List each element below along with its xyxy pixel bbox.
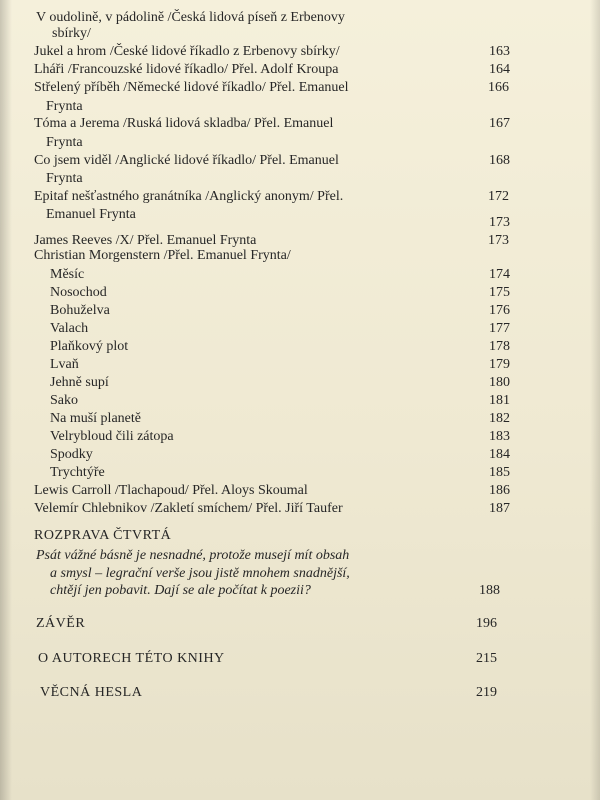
entry-title: James Reeves /X/ Přel. Emanuel Frynta — [34, 233, 257, 248]
description-line: a smysl – legrační verše jsou jistě mnohem snadnější, — [50, 566, 350, 581]
toc-entry — [0, 98, 600, 116]
toc-entry — [0, 152, 600, 170]
section-title: ROZPRAVA ČTVRTÁ — [34, 528, 172, 543]
entry-page-number: 164 — [489, 62, 510, 77]
toc-entry — [0, 25, 600, 43]
entry-page-number: 166 — [488, 80, 509, 95]
entry-title: Christian Morgenstern /Přel. Emanuel Frynta/ — [34, 248, 291, 263]
toc-entry — [0, 79, 600, 97]
toc-entry — [0, 284, 600, 302]
entry-title: Velemír Chlebnikov /Zakletí smíchem/ Přel. Jiří Taufer — [34, 501, 343, 516]
entry-title: Co jsem viděl /Anglické lidové říkadlo/ Přel. Emanuel — [34, 153, 339, 168]
section-heading — [0, 527, 600, 545]
section-heading — [0, 684, 600, 702]
toc-entry — [0, 428, 600, 446]
entry-title: Jehně supí — [50, 375, 109, 390]
entry-title: Lvaň — [50, 357, 79, 372]
toc-entry — [0, 392, 600, 410]
entry-title: Sako — [50, 393, 78, 408]
entry-title: Střelený příběh /Německé lidové říkadlo/ Přel. Emanuel — [34, 80, 349, 95]
toc-entry — [0, 170, 600, 188]
toc-entry — [0, 356, 600, 374]
toc-entry — [0, 115, 600, 133]
description-line: Psát vážné básně je nesnadné, protože musejí mít obsah — [36, 548, 350, 563]
entry-title: sbírky/ — [52, 26, 91, 41]
entry-page-number: 182 — [489, 411, 510, 426]
entry-title: Plaňkový plot — [50, 339, 129, 354]
entry-title: Měsíc — [50, 267, 85, 282]
entry-page-number: 186 — [489, 483, 510, 498]
entry-title: Emanuel Frynta — [46, 207, 136, 222]
toc-entry — [0, 61, 600, 79]
entry-title: Lewis Carroll /Tlachapoud/ Přel. Aloys Skoumal — [34, 483, 308, 498]
section-title: O AUTORECH TÉTO KNIHY — [38, 651, 225, 666]
entry-page-number: 185 — [489, 465, 510, 480]
section-title: ZÁVĚR — [36, 616, 86, 631]
section-description — [0, 547, 600, 565]
entry-page-number: 179 — [489, 357, 510, 372]
toc-entry — [0, 500, 600, 518]
entry-page-number: 177 — [489, 321, 510, 336]
toc-entry — [0, 134, 600, 152]
toc-entry — [0, 338, 600, 356]
entry-page-number: 219 — [476, 685, 497, 700]
entry-title: Na muší planetě — [50, 411, 141, 426]
entry-title: Frynta — [46, 99, 83, 114]
toc-entry — [0, 410, 600, 428]
toc-entry — [0, 247, 600, 265]
entry-title: Bohuželva — [50, 303, 110, 318]
entry-page-number: 167 — [489, 116, 510, 131]
section-title: VĚCNÁ HESLA — [40, 685, 143, 700]
entry-page-number: 183 — [489, 429, 510, 444]
toc-entry — [0, 464, 600, 482]
toc-entry — [0, 214, 600, 232]
entry-title: Spodky — [50, 447, 93, 462]
toc-entry — [0, 266, 600, 284]
entry-page-number: 196 — [476, 616, 497, 631]
section-heading — [0, 650, 600, 668]
description-line: chtějí jen pobavit. Dají se ale počítat k poezii? — [50, 583, 311, 598]
entry-title: Tóma a Jerema /Ruská lidová skladba/ Přel. Emanuel — [34, 116, 334, 131]
section-description — [0, 582, 600, 600]
entry-title: Valach — [50, 321, 89, 336]
entry-page-number: 173 — [489, 215, 510, 230]
toc-entry — [0, 446, 600, 464]
entry-title: Frynta — [46, 135, 83, 150]
toc-entry — [0, 320, 600, 338]
entry-title: Frynta — [46, 171, 83, 186]
entry-page-number: 172 — [488, 189, 509, 204]
entry-title: Lháři /Francouzské lidové říkadlo/ Přel. Adolf Kroupa — [34, 62, 339, 77]
entry-page-number: 175 — [489, 285, 510, 300]
entry-title: Epitaf nešťastného granátníka /Anglický anonym/ Přel. — [34, 189, 344, 204]
toc-entry — [0, 188, 600, 206]
toc-entry — [0, 43, 600, 61]
entry-page-number: 181 — [489, 393, 510, 408]
entry-page-number: 178 — [489, 339, 510, 354]
entry-title: Velrybloud čili zátopa — [50, 429, 174, 444]
entry-page-number: 176 — [489, 303, 510, 318]
entry-title: Trychtýře — [50, 465, 105, 480]
entry-page-number: 187 — [489, 501, 510, 516]
entry-title: Nosochod — [50, 285, 107, 300]
entry-title: V oudolině, v pádolině /Česká lidová píseň z Erbenovy — [36, 10, 345, 25]
entry-page-number: 163 — [489, 44, 510, 59]
entry-page-number: 184 — [489, 447, 510, 462]
entry-title: Jukel a hrom /České lidové říkadlo z Erbenovy sbírky/ — [34, 44, 340, 59]
toc-entry — [0, 374, 600, 392]
entry-page-number: 168 — [489, 153, 510, 168]
entry-page-number: 173 — [488, 233, 509, 248]
section-description — [0, 565, 600, 583]
entry-page-number: 215 — [476, 651, 497, 666]
toc-entry — [0, 302, 600, 320]
entry-page-number: 180 — [489, 375, 510, 390]
entry-page-number: 188 — [479, 583, 500, 598]
entry-page-number: 174 — [489, 267, 510, 282]
section-heading — [0, 615, 600, 633]
toc-entry — [0, 482, 600, 500]
